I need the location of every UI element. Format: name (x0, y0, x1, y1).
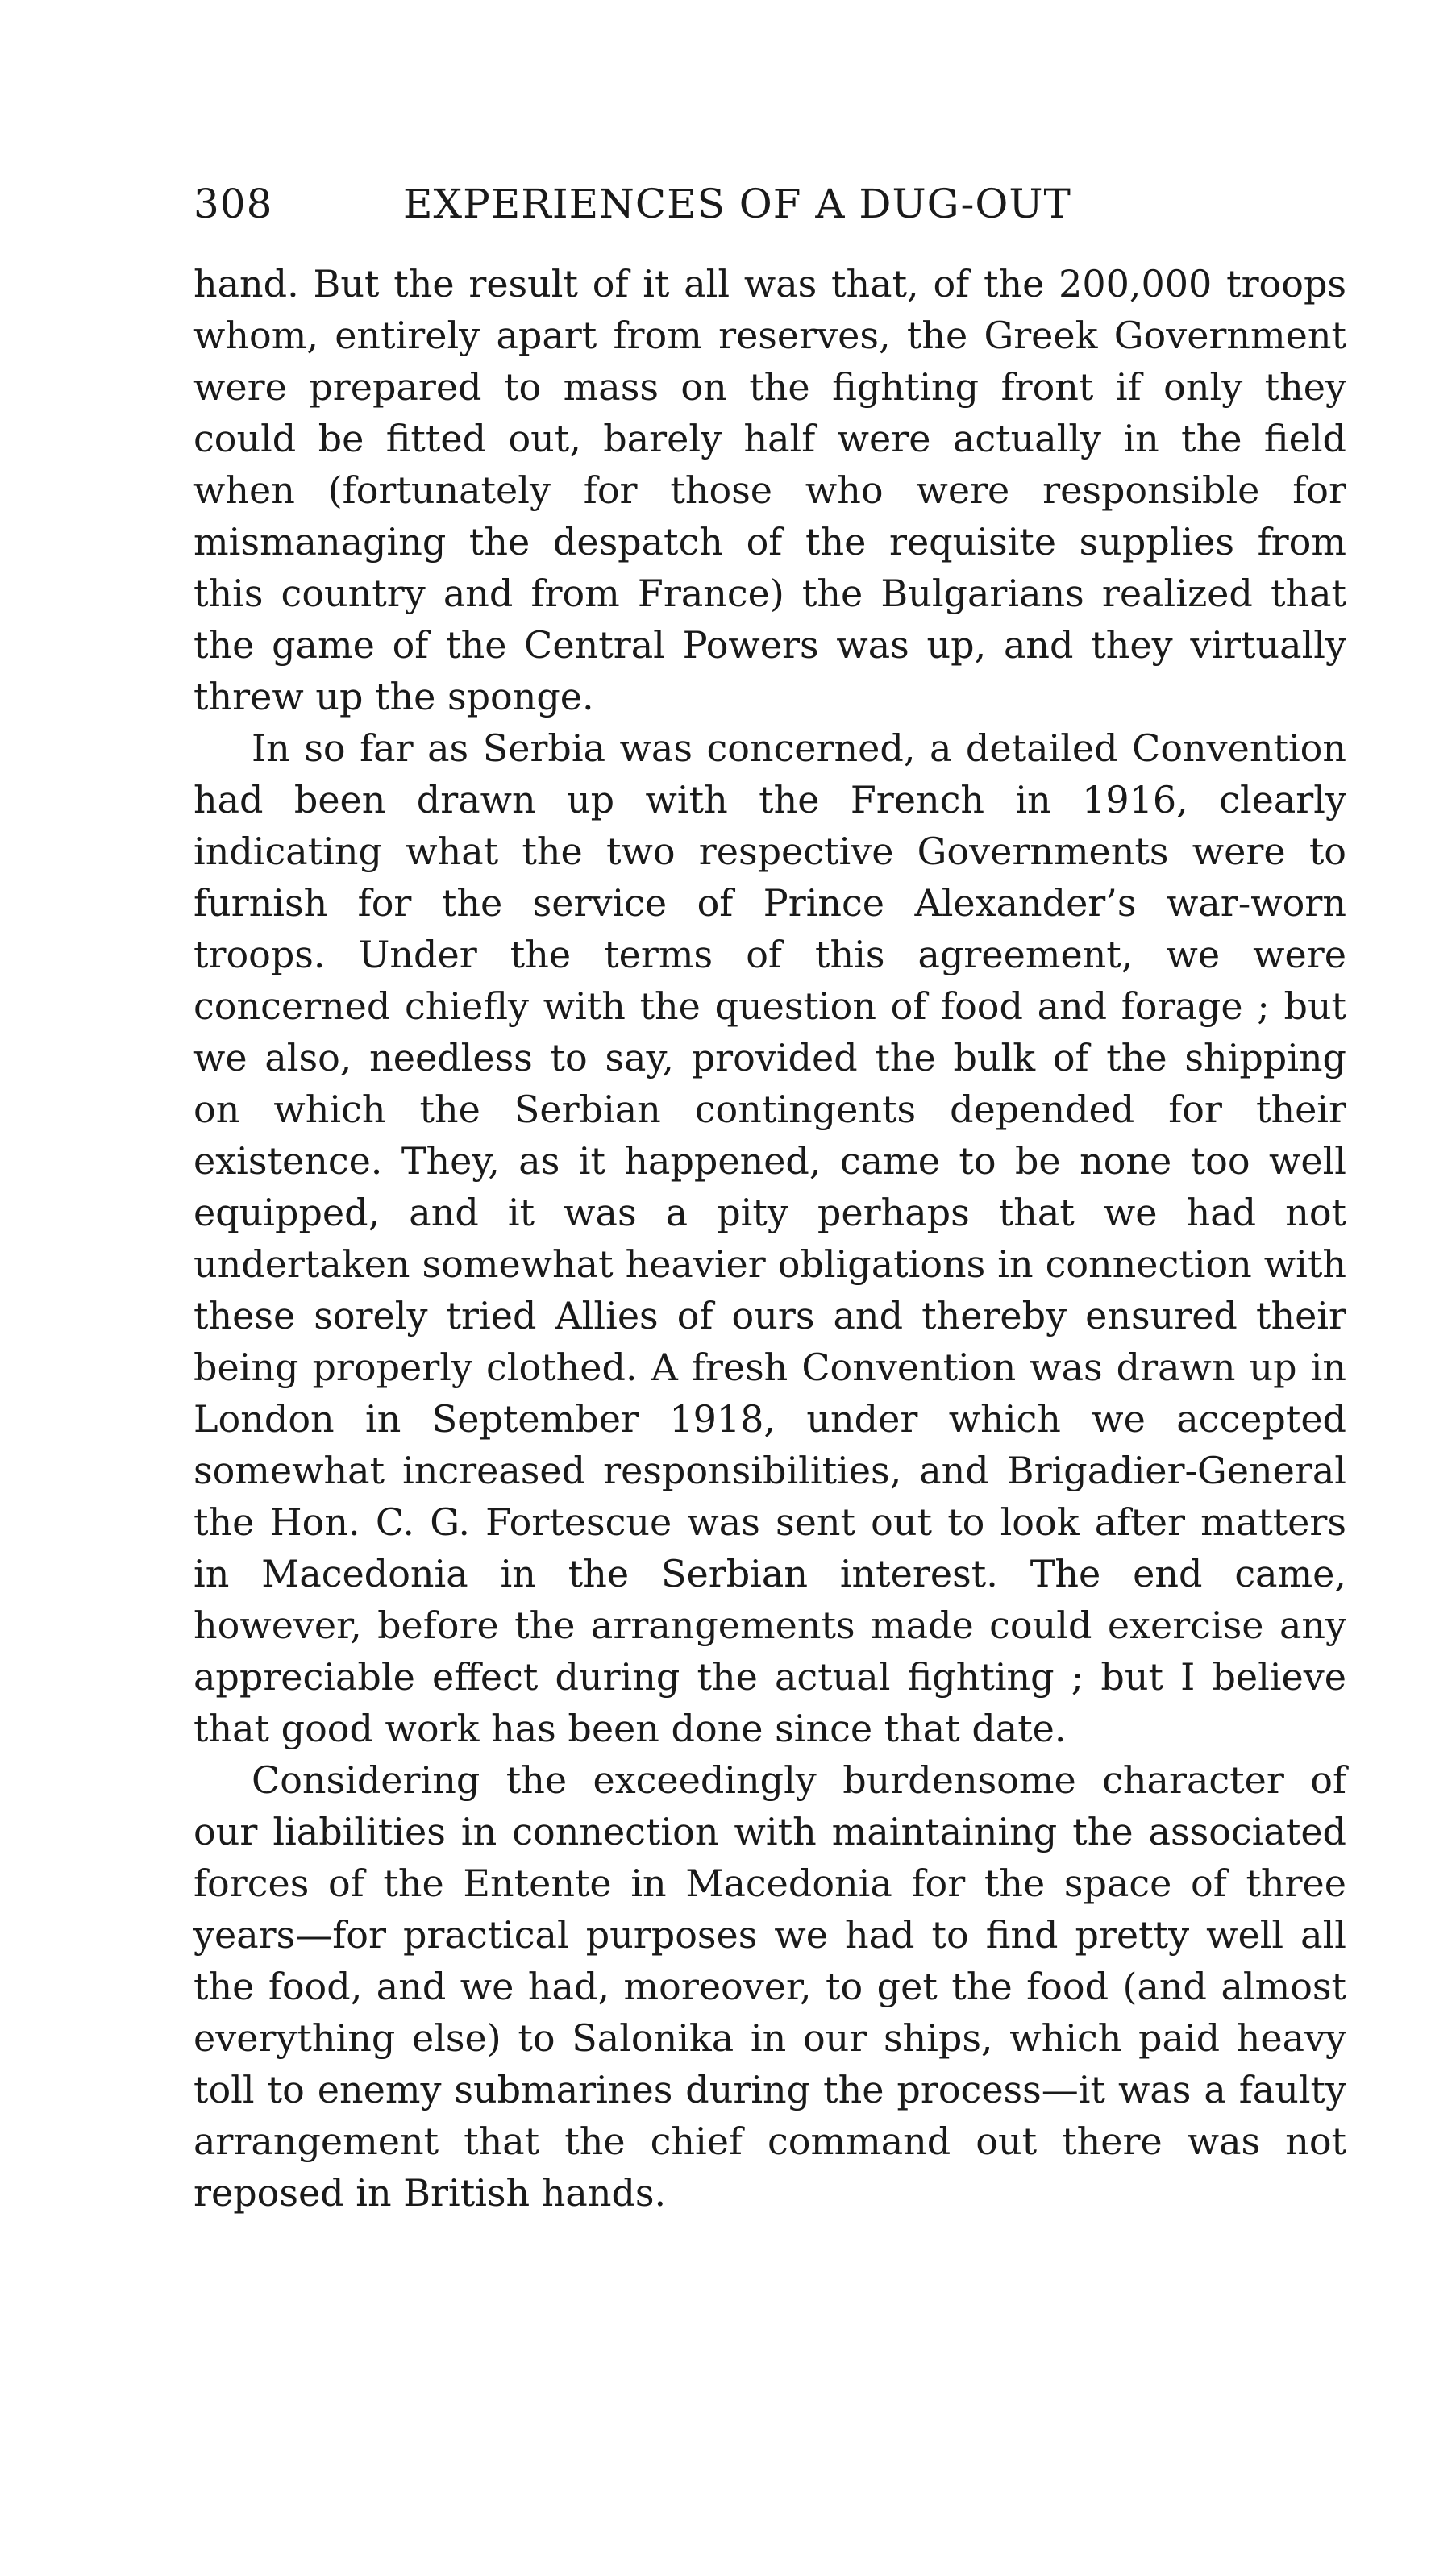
running-head (193, 176, 1354, 232)
paragraph-3: Considering the exceedingly burdensome character of our liabilities in connection with maintaining the associated forces of the Entente in Macedonia for the space of three years—for practical purposes we had to find pretty well all the food, and we had, moreover, to get the food (and almost everything else) to Salonika in our ships, which paid heavy toll to enemy submarines during the process—it was a faulty arrangement that the chief command out there was not reposed in British hands. (193, 1758, 1346, 2215)
page-number: 308 (193, 181, 273, 227)
paragraph-2: In so far as Serbia was concerned, a detailed Convention had been drawn up with the French in 1916, clearly indicating what the two respective Governments were to furnish for the service of Prince Alexander’s war-worn troops. Under the terms of this agreement, we were concerned chiefly with the question of food and forage ; but we also, needless to say, provided the bulk of the shipping on which the Serbian contingents depended for their existence. They, as it happened, came to be none too well equipped, and it was a pity perhaps that we had not undertaken somewhat heavier obligations in connection with these sorely tried Allies of ours and thereby ensured their being properly clothed. A fresh Convention was drawn up in London in September 1918, under which we accepted somewhat increased responsibilities, and Brigadier-General the Hon. C. G. Fortescue was sent out to look after matters in Macedonia in the Serbian interest. The end came, however, before the arrangements made could exercise any appreciable effect during the actual fighting ; but I believe that good work has been done since that date. (193, 726, 1346, 1750)
running-title: EXPERIENCES OF A DUG-OUT (403, 181, 1071, 227)
paragraph-1: hand. But the result of it all was that, of the 200,000 troops whom, entirely apart from reserves, the Greek Government were prepared to mass on the fighting front if only they could be fitted out, barely half were actually in the field when (fortunately for those who were responsible for mismanaging the despatch of the requisite supplies from this country and from France) the Bulgarians realized that the game of the Central Powers was up, and they virtually threw up the sponge. (193, 262, 1346, 718)
body-text (193, 258, 1346, 2219)
